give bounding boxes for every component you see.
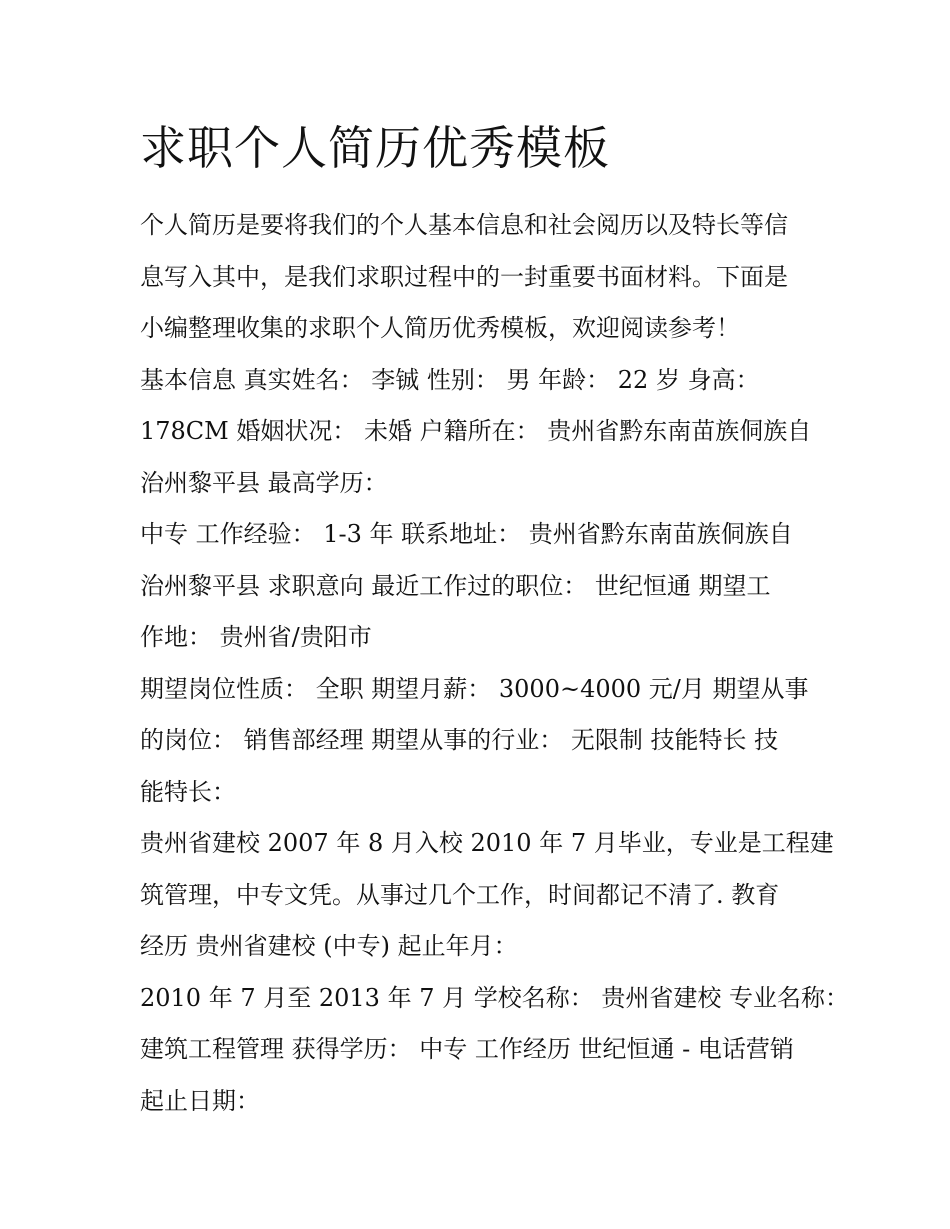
document-title: 求职个人简历优秀模板	[140, 121, 610, 175]
body-line: 贵州省建校 2007 年 8 月入校 2010 年 7 月毕业，专业是工程建	[140, 829, 834, 857]
body-line: 建筑工程管理 获得学历： 中专 工作经历 世纪恒通 - 电话营销	[140, 1035, 794, 1063]
body-line: 作地： 贵州省/贵阳市	[140, 623, 372, 651]
body-line: 筑管理，中专文凭。从事过几个工作，时间都记不清了. 教育	[140, 880, 780, 909]
body-line: 经历 贵州省建校 (中专) 起止年月：	[140, 932, 518, 960]
document-page	[140, 112, 849, 1127]
body-line: 178CM 婚姻状况： 未婚 户籍所在： 贵州省黔东南苗族侗族自	[140, 417, 812, 445]
body-line: 起止日期：	[140, 1086, 260, 1115]
body-line: 个人简历是要将我们的个人基本信息和社会阅历以及特长等信	[140, 211, 788, 239]
body-line: 小编整理收集的求职个人简历优秀模板，欢迎阅读参考！	[140, 314, 740, 342]
document-body	[140, 200, 849, 1127]
body-line: 的岗位： 销售部经理 期望从事的行业： 无限制 技能特长 技	[140, 726, 779, 754]
body-line: 基本信息 真实姓名： 李铖 性别： 男 年龄： 22 岁 身高：	[140, 365, 760, 394]
body-line: 中专 工作经验： 1-3 年 联系地址： 贵州省黔东南苗族侗族自	[140, 520, 793, 548]
body-line: 2010 年 7 月至 2013 年 7 月 学校名称： 贵州省建校 专业名称：	[140, 983, 849, 1012]
body-line: 能特长：	[140, 777, 236, 806]
body-line: 治州黎平县 求职意向 最近工作过的职位： 世纪恒通 期望工	[140, 571, 771, 600]
body-line: 治州黎平县 最高学历：	[140, 468, 388, 497]
body-line: 息写入其中，是我们求职过程中的一封重要书面材料。下面是	[140, 262, 788, 291]
body-line: 期望岗位性质： 全职 期望月薪： 3000~4000 元/月 期望从事	[140, 674, 809, 703]
